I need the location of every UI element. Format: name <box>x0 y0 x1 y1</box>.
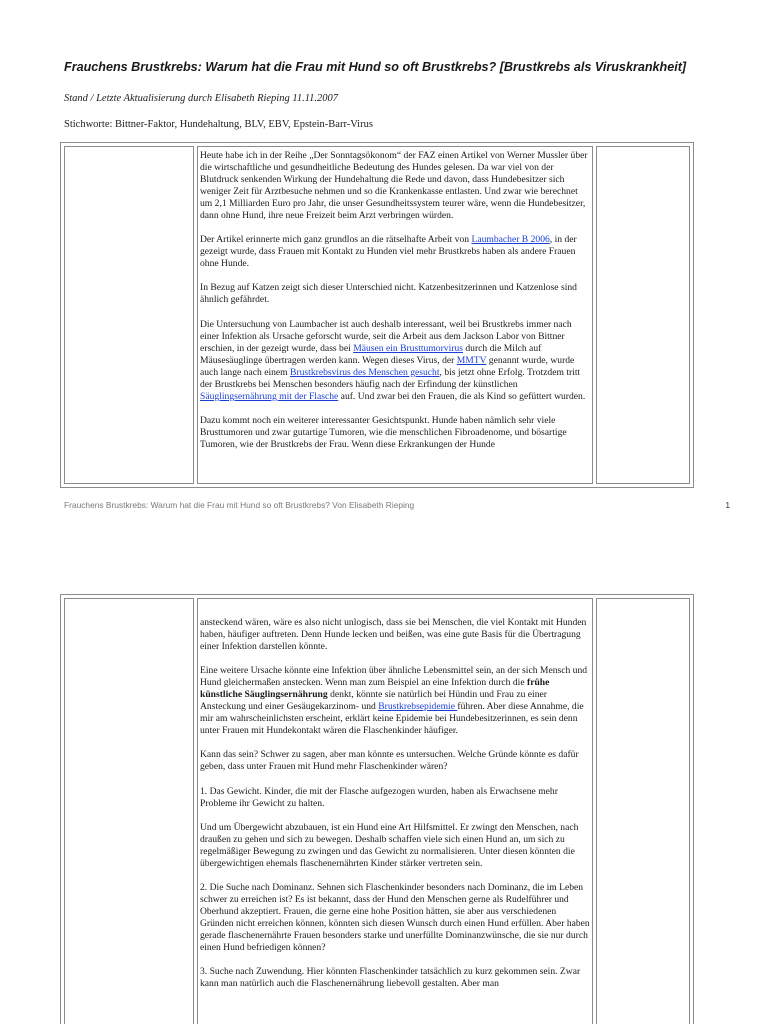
table-left-cell <box>64 146 194 484</box>
paragraph: 2. Die Suche nach Dominanz. Sehnen sich Flaschenkinder besonders nach Dominanz, die im Leben schwer zu erreichen ist? Es ist bekannt, dass der Hund den Menschen gerne als Rudelführer und Oberhund akzeptiert. Frauen, die gerne eine hohe Position hätten, sie aber aus verschiedenen Gründen nicht erreichen können, könnten sich diesen Wunsch durch einen Hund erfüllen. Aber haben gerade flaschenernährte Frauen besonders starke und unerfüllte Dominanzwünsche, die sie nur durch einen Hund befriedigen können? <box>200 881 590 954</box>
document-title: Frauchens Brustkrebs: Warum hat die Frau mit Hund so oft Brustkrebs? [Brustkrebs als Viruskrankheit] <box>64 60 687 74</box>
article-body-page-2 <box>198 599 592 990</box>
footer-text: Frauchens Brustkrebs: Warum hat die Frau mit Hund so oft Brustkrebs? Von Elisabeth Rieping <box>64 500 415 510</box>
laumbacher-link[interactable]: Laumbacher B 2006 <box>471 234 550 246</box>
document-subtitle: Stand / Letzte Aktualisierung durch Elisabeth Rieping 11.11.2007 <box>64 93 339 104</box>
text-span: führen. Aber diese Annahme, die mir am wahrscheinlichsten erscheint, erklärt keine Epidemie bei Hundebesitzerinnen, es sein denn unter Frauen mit Hundekontakt wären die Flaschenkinder häufiger. <box>200 701 584 737</box>
article-body-page-1 <box>198 147 592 451</box>
text-span: genannt wurde, wurde auch lange nach einem <box>200 354 575 378</box>
page-footer <box>64 500 730 510</box>
text-span: Der Artikel erinnerte mich ganz grundlos an die rätselhafte Arbeit von <box>200 234 472 246</box>
paragraph: 1. Das Gewicht. Kinder, die mit der Flasche aufgezogen wurden, haben als Erwachsene mehr Probleme ihr Gewicht zu halten. <box>200 785 558 809</box>
mouse-tumor-virus-link[interactable]: Mäusen ein Brusttumorvirus <box>353 342 463 354</box>
table-main-cell <box>197 146 593 484</box>
page-number: 1 <box>725 500 730 510</box>
paragraph: In Bezug auf Katzen zeigt sich dieser Unterschied nicht. Katzenbesitzerinnen und Katzenlose sind ähnlich gefährdet. <box>200 282 577 306</box>
table-right-cell <box>596 146 690 484</box>
bold-phrase: frühe künstliche Säuglingsernährung <box>200 677 550 701</box>
mmtv-link[interactable]: MMTV <box>456 354 487 366</box>
paragraph: Dazu kommt noch ein weiterer interessanter Gesichtspunkt. Hunde haben nämlich sehr viele Brusttumoren und zwar gutartige Tumoren, wie die menschlichen Fibroadenome, und bösartige Tumoren, wie der Brustkrebs der Frau. Wenn diese Erkrankungen der Hunde <box>200 414 567 450</box>
paragraph: Kann das sein? Schwer zu sagen, aber man könnte es untersuchen. Welche Gründe könnte es dafür geben, dass unter Frauen mit Hund mehr Flaschenkinder wären? <box>200 749 579 773</box>
table-left-cell <box>64 598 194 1024</box>
content-table-page-2 <box>60 594 694 1024</box>
paragraph: Und um Übergewicht abzubauen, ist ein Hund eine Art Hilfsmittel. Er zwingt den Menschen, nach draußen zu gehen und sich zu bewegen. Deshalb schaffen viele sich einen Hund an, um sich zu regelmäßiger Bewegung zu zwingen und das Gewicht zu normalisieren. Unter diesen könnten die übergewichtigen ehemals flaschenernährten Kinder stärker vertreten sein. <box>200 821 579 869</box>
content-table-page-1 <box>60 142 694 488</box>
paragraph: 3. Suche nach Zuwendung. Hier könnten Flaschenkinder tatsächlich zu kurz gekommen sein. Zwar kann man natürlich auch die Flaschenernährung liebevoll gestalten. Aber man <box>200 966 581 990</box>
text-span: durch die Milch auf Mäusesäuglinge übertragen werden kann. Wegen dieses Virus, der <box>200 342 542 366</box>
paragraph <box>200 234 591 270</box>
paragraph <box>200 319 591 403</box>
text-span: auf. Und zwar bei den Frauen, die als Kind so gefüttert wurden. <box>338 390 586 402</box>
text-span: Die Untersuchung von Laumbacher ist auch deshalb interessant, weil bei Brustkrebs immer nach einer Infektion als Ursache geforscht wurde, seit die Arbeit aus dem Jackson Labor von Bittner erschien, in der gezeigt wurde, dass bei <box>200 318 572 354</box>
document-keywords: Stichworte: Bittner-Faktor, Hundehaltung, BLV, EBV, Epstein-Barr-Virus <box>64 119 373 130</box>
table-right-cell <box>596 598 690 1024</box>
paragraph: Heute habe ich in der Reihe „Der Sonntagsökonom“ der FAZ einen Artikel von Werner Mussler über die wirtschaftliche und gesundheitliche Bedeutung des Hundes gelesen. Da war viel von der Blutdruck senkenden Wirkung der Hundehaltung die Rede und davon, dass Hundebesitzer sich weniger Zeit für Arztbesuche nehmen und so die Krankenkasse entlasten. Und zwar wie berechnet um 2,1 Milliarden Euro pro Jahr, die unser Gesundheitssystem teurer wäre, wenn die Hundebesitzer, dann ohne Hund, ihre neue Freizeit beim Arzt verbringen würden. <box>200 150 588 222</box>
bottle-feeding-link[interactable]: Säuglingsernährung mit der Flasche <box>200 390 339 402</box>
text-span: Eine weitere Ursache könnte eine Infektion über ähnliche Lebensmittel sein, an der sich Mensch und Hund gleichermaßen anstecken. Wenn man zum Beispiel an eine Infektion durch die <box>200 665 588 689</box>
text-span: , bis jetzt ohne Erfolg. Trotzdem tritt der Brustkrebs bei Menschen besonders häufig nach der Erfindung der künstlichen <box>200 366 581 390</box>
human-breast-cancer-virus-link[interactable]: Brustkrebsvirus des Menschen gesucht <box>290 366 440 378</box>
table-main-cell <box>197 598 593 1024</box>
paragraph <box>200 665 591 737</box>
paragraph: ansteckend wären, wäre es also nicht unlogisch, dass sie bei Menschen, die viel Kontakt mit Hunden haben, häufiger auftreten. Denn Hunde lecken und beißen, was eine gute Basis für die Übertragung einer Infektion darstellen könnte. <box>200 617 587 653</box>
text-span: denkt, könnte sie natürlich bei Hündin und Frau zu einer Ansteckung und einer Gesäugekarzinom- und <box>200 689 547 713</box>
breast-cancer-epidemic-link[interactable]: Brustkrebsepidemie <box>378 701 458 713</box>
text-span: , in der gezeigt wurde, dass Frauen mit Kontakt zu Hunden viel mehr Brustkrebs haben als andere Frauen ohne Hunde. <box>200 234 577 270</box>
